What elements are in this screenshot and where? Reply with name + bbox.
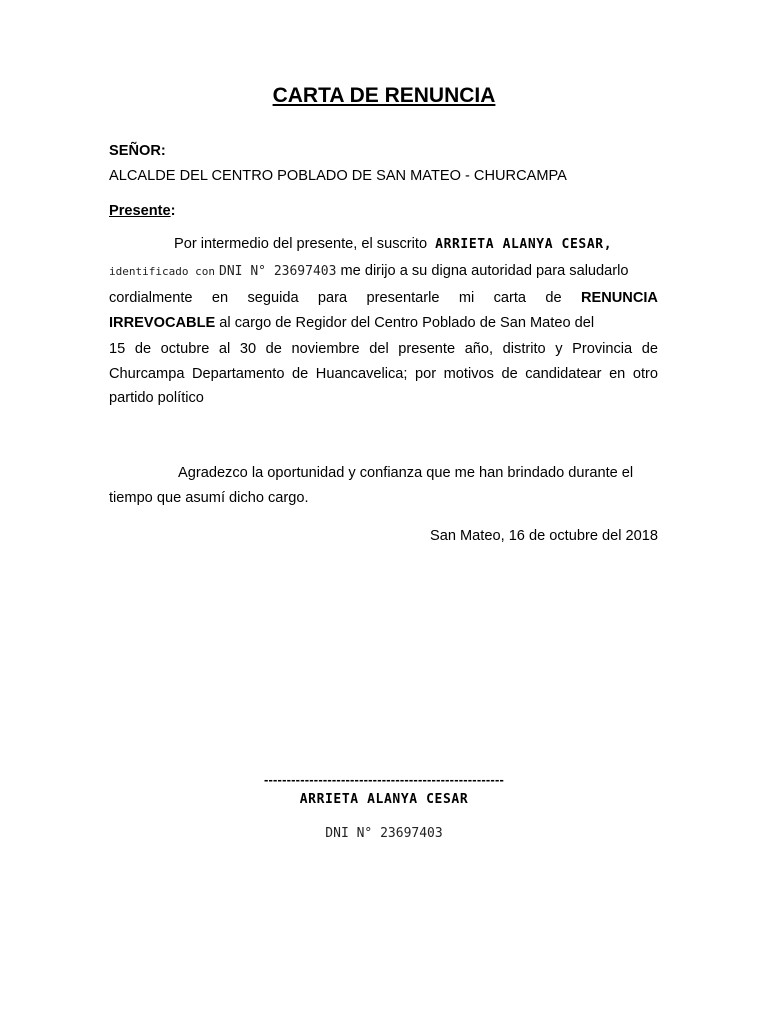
author-name-inline: ARRIETA ALANYA CESAR, — [435, 237, 613, 252]
signature-line: ----------------------------------------------------- — [263, 772, 505, 787]
irrevocable-bold: IRREVOCABLE — [109, 315, 216, 331]
addressee: ALCALDE DEL CENTRO POBLADO DE SAN MATEO - CHURCAMPA — [109, 168, 567, 184]
salutation: SEÑOR: — [109, 143, 166, 159]
signature-name: ARRIETA ALANYA CESAR — [299, 792, 469, 807]
identificado-text: identificado con — [109, 265, 215, 278]
body1-line1-text: Por intermedio del presente, el suscrito — [174, 236, 428, 252]
presente-colon: : — [170, 203, 176, 219]
body1-line3 — [109, 290, 658, 306]
dni-inline: DNI N° 23697403 — [219, 264, 337, 279]
body1-line7: partido político — [109, 390, 204, 406]
letter-title: CARTA DE RENUNCIA — [272, 84, 496, 107]
body2-line1: Agradezco la oportunidad y confianza que me han brindado durante el — [178, 465, 634, 481]
body1-line4 — [109, 315, 594, 331]
presente-heading — [109, 203, 176, 219]
body1-line3-text: cordialmente en seguida para presentarle mi carta de — [109, 290, 562, 306]
renuncia-bold: RENUNCIA — [580, 290, 658, 306]
body2-line2: tiempo que asumí dicho cargo. — [109, 490, 309, 506]
body1-line1 — [174, 236, 612, 252]
body1-line2-text: me dirijo a su digna autoridad para saludarlo — [340, 263, 629, 279]
signature-dni: DNI N° 23697403 — [325, 826, 443, 841]
presente-label: Presente — [109, 203, 171, 219]
body1-line6: Churcampa Departamento de Huancavelica; por motivos de candidatear en otro — [109, 366, 658, 382]
body1-line5: 15 de octubre al 30 de noviembre del presente año, distrito y Provincia de — [109, 341, 658, 357]
body1-line2 — [109, 263, 629, 279]
body1-line4-text: al cargo de Regidor del Centro Poblado de San Mateo del — [219, 315, 595, 331]
date-line: San Mateo, 16 de octubre del 2018 — [430, 528, 658, 544]
